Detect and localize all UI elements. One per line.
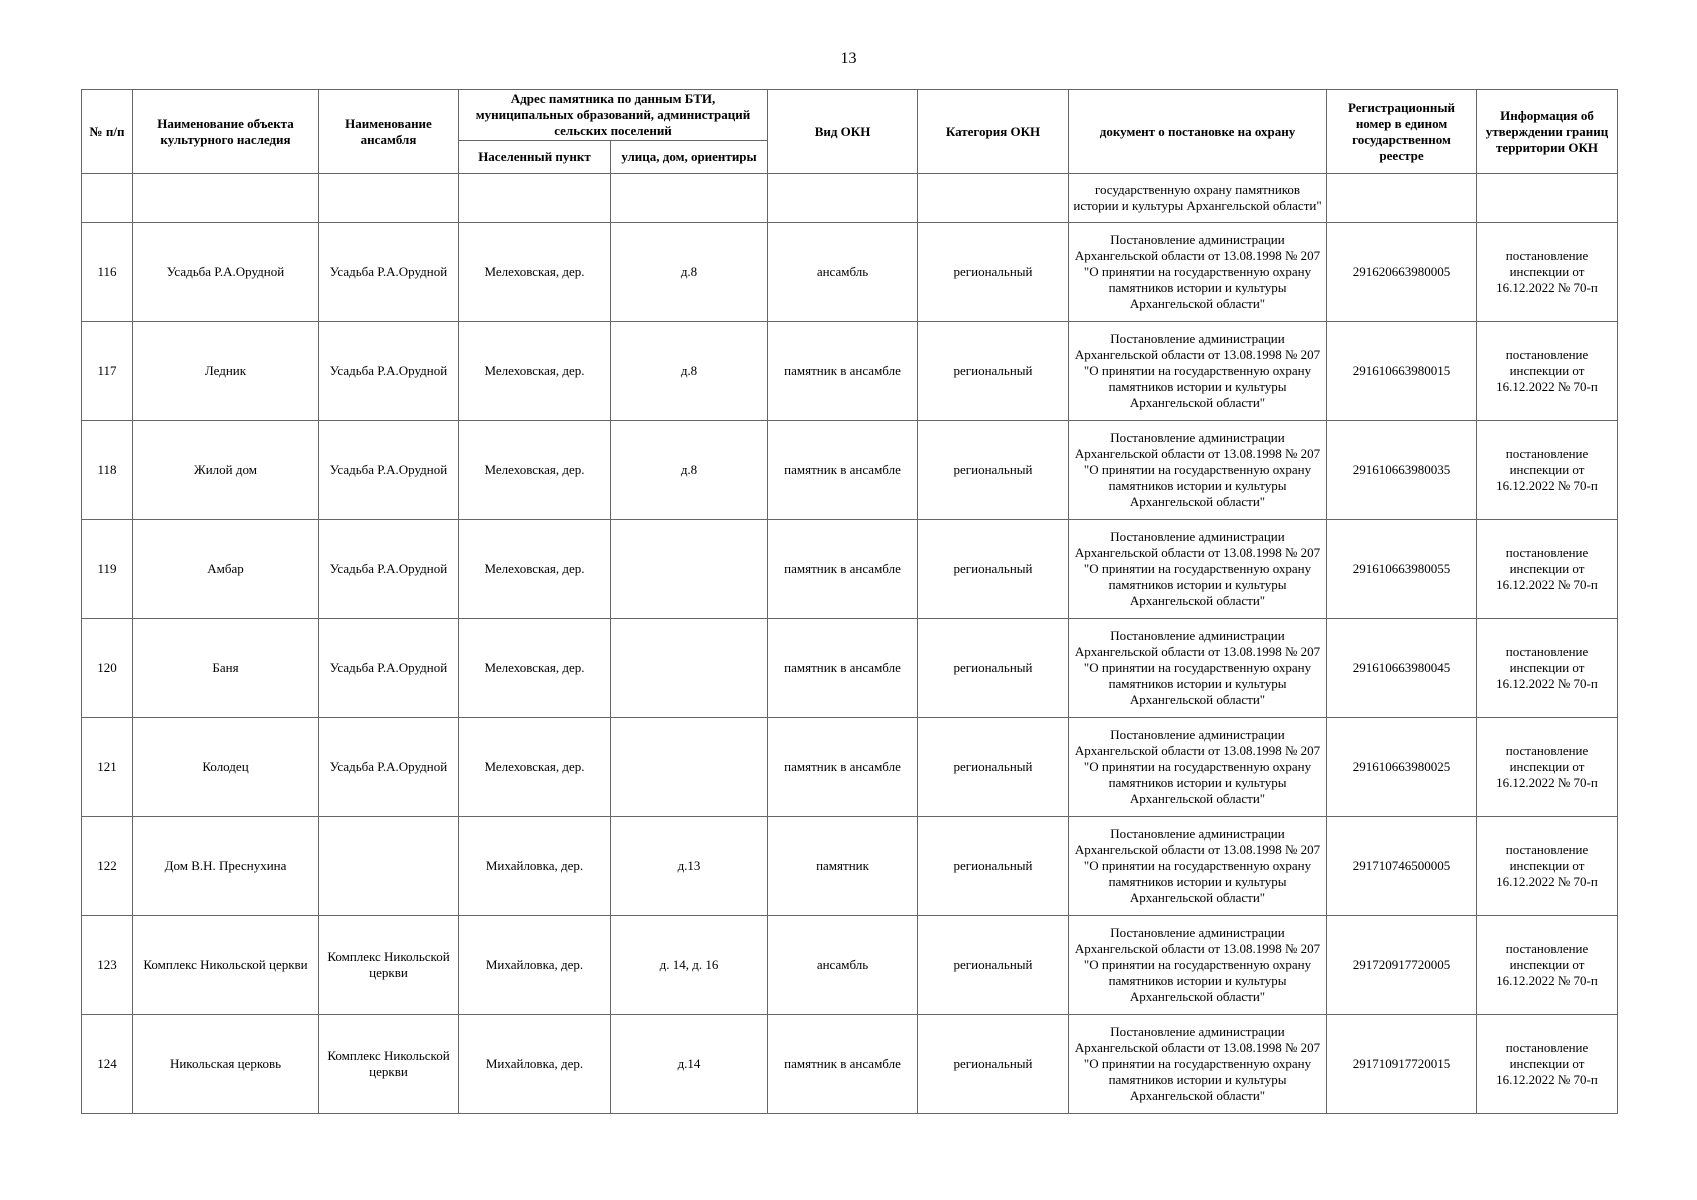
cell-protection-doc: Постановление администрации Архангельской области от 13.08.1998 № 207 "О принятии на государственную охрану памятников истории и культуры Архангельской области" [1069, 1015, 1327, 1114]
cell-settlement: Мелеховская, дер. [459, 322, 611, 421]
cell-boundaries-info: постановление инспекции от 16.12.2022 № 70-п [1477, 817, 1618, 916]
continuation-row [82, 174, 1618, 223]
cell-reg-number: 291610663980045 [1327, 619, 1477, 718]
cell-object-name: Ледник [133, 322, 319, 421]
cell-settlement: Михайловка, дер. [459, 916, 611, 1015]
cell-okn-type: памятник в ансамбле [768, 1015, 918, 1114]
cell-okn-type: памятник в ансамбле [768, 718, 918, 817]
cell-protection-doc: Постановление администрации Архангельской области от 13.08.1998 № 207 "О принятии на государственную охрану памятников истории и культуры Архангельской области" [1069, 322, 1327, 421]
cell-street [611, 520, 768, 619]
cell-boundaries-info: постановление инспекции от 16.12.2022 № 70-п [1477, 421, 1618, 520]
header-protection-doc: документ о постановке на охрану [1069, 90, 1327, 174]
cell-num: 118 [82, 421, 133, 520]
cell-street [611, 619, 768, 718]
cell-street: д. 14, д. 16 [611, 916, 768, 1015]
cell-okn-category: региональный [918, 619, 1069, 718]
cell-reg-number: 291710917720015 [1327, 1015, 1477, 1114]
cell-ensemble: Усадьба Р.А.Орудной [319, 718, 459, 817]
table-row [82, 916, 1618, 1015]
header-address-group: Адрес памятника по данным БТИ, муниципальных образований, администраций сельских поселений [459, 90, 768, 141]
cell-street: д.14 [611, 1015, 768, 1114]
header-okn-type: Вид ОКН [768, 90, 918, 174]
cell-boundaries-info: постановление инспекции от 16.12.2022 № 70-п [1477, 223, 1618, 322]
cell-num: 117 [82, 322, 133, 421]
cell-num: 116 [82, 223, 133, 322]
cell-ensemble: Усадьба Р.А.Орудной [319, 619, 459, 718]
cell-street: д.8 [611, 421, 768, 520]
cell-num: 123 [82, 916, 133, 1015]
cell-okn-category: региональный [918, 322, 1069, 421]
cell-object-name: Дом В.Н. Преснухина [133, 817, 319, 916]
cell-protection-doc: Постановление администрации Архангельской области от 13.08.1998 № 207 "О принятии на государственную охрану памятников истории и культуры Архангельской области" [1069, 817, 1327, 916]
header-okn-category: Категория ОКН [918, 90, 1069, 174]
header-reg-number: Регистрационный номер в едином государственном реестре [1327, 90, 1477, 174]
header-ensemble: Наименование ансамбля [319, 90, 459, 174]
cell-protection-doc: Постановление администрации Архангельской области от 13.08.1998 № 207 "О принятии на государственную охрану памятников истории и культуры Архангельской области" [1069, 520, 1327, 619]
header-settlement: Населенный пункт [459, 141, 611, 174]
cell-protection-doc: Постановление администрации Архангельской области от 13.08.1998 № 207 "О принятии на государственную охрану памятников истории и культуры Архангельской области" [1069, 223, 1327, 322]
cell-okn-type: памятник в ансамбле [768, 619, 918, 718]
cell-okn-type: ансамбль [768, 916, 918, 1015]
cell-object-name: Жилой дом [133, 421, 319, 520]
cell-okn-type: ансамбль [768, 223, 918, 322]
cell-num: 124 [82, 1015, 133, 1114]
cell-okn-type: памятник в ансамбле [768, 520, 918, 619]
cell-settlement: Мелеховская, дер. [459, 223, 611, 322]
cell-boundaries-info: постановление инспекции от 16.12.2022 № 70-п [1477, 916, 1618, 1015]
table-row [82, 1015, 1618, 1114]
cell-reg-number: 291720917720005 [1327, 916, 1477, 1015]
continuation-doc-text: государственную охрану памятников истории и культуры Архангельской области" [1069, 174, 1327, 223]
cell-okn-type: памятник в ансамбле [768, 421, 918, 520]
table-row [82, 421, 1618, 520]
cell-protection-doc: Постановление администрации Архангельской области от 13.08.1998 № 207 "О принятии на государственную охрану памятников истории и культуры Архангельской области" [1069, 421, 1327, 520]
cell-okn-category: региональный [918, 520, 1069, 619]
page-number: 13 [840, 50, 857, 67]
cell-reg-number: 291710746500005 [1327, 817, 1477, 916]
cell-okn-category: региональный [918, 223, 1069, 322]
cell-object-name: Усадьба Р.А.Орудной [133, 223, 319, 322]
cell-okn-type: памятник [768, 817, 918, 916]
cell-settlement: Мелеховская, дер. [459, 421, 611, 520]
heritage-objects-table [81, 89, 1618, 1114]
table-row [82, 520, 1618, 619]
header-num: № п/п [82, 90, 133, 174]
cell-settlement: Мелеховская, дер. [459, 520, 611, 619]
cell-object-name: Баня [133, 619, 319, 718]
cell-okn-category: региональный [918, 817, 1069, 916]
cell-okn-type: памятник в ансамбле [768, 322, 918, 421]
cell-ensemble: Усадьба Р.А.Орудной [319, 322, 459, 421]
cell-okn-category: региональный [918, 718, 1069, 817]
cell-ensemble: Комплекс Никольской церкви [319, 1015, 459, 1114]
cell-protection-doc: Постановление администрации Архангельской области от 13.08.1998 № 207 "О принятии на государственную охрану памятников истории и культуры Архангельской области" [1069, 916, 1327, 1015]
cell-num: 119 [82, 520, 133, 619]
cell-ensemble: Усадьба Р.А.Орудной [319, 520, 459, 619]
header-object-name: Наименование объекта культурного наследия [133, 90, 319, 174]
cell-object-name: Амбар [133, 520, 319, 619]
cell-street: д.8 [611, 322, 768, 421]
table-row [82, 718, 1618, 817]
cell-okn-category: региональный [918, 1015, 1069, 1114]
cell-ensemble: Комплекс Никольской церкви [319, 916, 459, 1015]
cell-ensemble: Усадьба Р.А.Орудной [319, 223, 459, 322]
cell-reg-number: 291620663980005 [1327, 223, 1477, 322]
header-boundaries-info: Информация об утверждении границ территории ОКН [1477, 90, 1618, 174]
cell-street [611, 718, 768, 817]
cell-reg-number: 291610663980015 [1327, 322, 1477, 421]
cell-object-name: Колодец [133, 718, 319, 817]
cell-settlement: Михайловка, дер. [459, 817, 611, 916]
cell-okn-category: региональный [918, 916, 1069, 1015]
cell-object-name: Никольская церковь [133, 1015, 319, 1114]
cell-boundaries-info: постановление инспекции от 16.12.2022 № 70-п [1477, 520, 1618, 619]
cell-reg-number: 291610663980035 [1327, 421, 1477, 520]
table-row [82, 322, 1618, 421]
cell-reg-number: 291610663980055 [1327, 520, 1477, 619]
table-row [82, 223, 1618, 322]
cell-object-name: Комплекс Никольской церкви [133, 916, 319, 1015]
cell-street: д.13 [611, 817, 768, 916]
cell-okn-category: региональный [918, 421, 1069, 520]
cell-settlement: Мелеховская, дер. [459, 619, 611, 718]
cell-settlement: Михайловка, дер. [459, 1015, 611, 1114]
table-row [82, 817, 1618, 916]
cell-num: 121 [82, 718, 133, 817]
cell-reg-number: 291610663980025 [1327, 718, 1477, 817]
cell-protection-doc: Постановление администрации Архангельской области от 13.08.1998 № 207 "О принятии на государственную охрану памятников истории и культуры Архангельской области" [1069, 718, 1327, 817]
cell-boundaries-info: постановление инспекции от 16.12.2022 № 70-п [1477, 718, 1618, 817]
table-row [82, 619, 1618, 718]
cell-boundaries-info: постановление инспекции от 16.12.2022 № 70-п [1477, 322, 1618, 421]
cell-settlement: Мелеховская, дер. [459, 718, 611, 817]
cell-protection-doc: Постановление администрации Архангельской области от 13.08.1998 № 207 "О принятии на государственную охрану памятников истории и культуры Архангельской области" [1069, 619, 1327, 718]
cell-num: 122 [82, 817, 133, 916]
cell-ensemble: Усадьба Р.А.Орудной [319, 421, 459, 520]
cell-boundaries-info: постановление инспекции от 16.12.2022 № 70-п [1477, 619, 1618, 718]
cell-boundaries-info: постановление инспекции от 16.12.2022 № 70-п [1477, 1015, 1618, 1114]
cell-num: 120 [82, 619, 133, 718]
cell-ensemble [319, 817, 459, 916]
cell-street: д.8 [611, 223, 768, 322]
header-street: улица, дом, ориентиры [611, 141, 768, 174]
